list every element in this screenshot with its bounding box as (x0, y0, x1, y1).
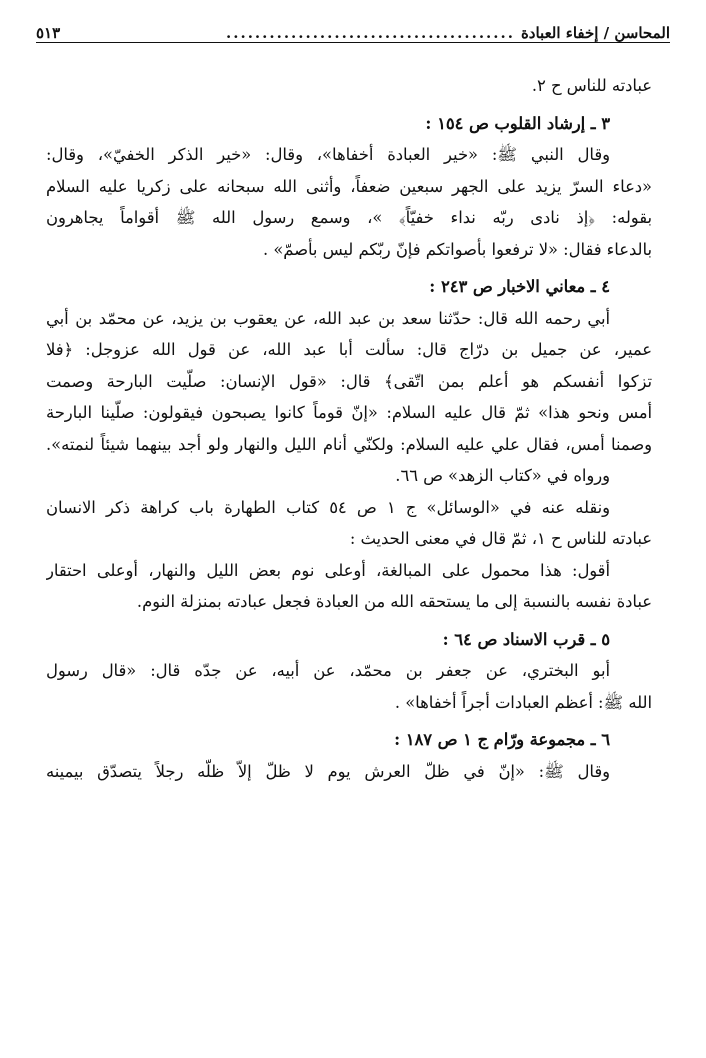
running-title: المحاسن / إخفاء العبادة (520, 24, 670, 42)
text-line: وقال ﷺ: «إنّ في ظلّ العرش يوم لا ظلّ إلاّ ظلّه رجلاً يتصدّق بيمينه (46, 761, 610, 781)
leader-dots: ........................................ (226, 24, 515, 42)
text-line: «دعاء السرّ يزيد على الجهر سبعين ضعفاً، وأثنى الله سبحانه على زكريا عليه السلام (46, 176, 652, 196)
page-number: ٥١٣ (36, 24, 61, 42)
text-line: بالدعاء فقال: «لا ترفعوا بأصواتكم فإنّ ربّكم ليس بأصمّ» . (263, 239, 652, 259)
text-line: ورواه في «كتاب الزهد» ص ٦٦. (395, 466, 610, 485)
section-heading: ٦ ـ مجموعة ورّام ج ١ ص ١٨٧ : (394, 730, 610, 749)
text-line: عبادة نفسه بالنسبة إلى ما يستحقه الله من العبادة فجعل عبادته بمنزلة النوم. (136, 592, 652, 611)
text-line: الله ﷺ: أعظم العبادات أجراً أخفاها» . (394, 692, 652, 712)
text-line: أبو البختري، عن جعفر بن محمّد، عن أبيه، عن جدّه قال: «قال رسول (46, 661, 610, 680)
text-line: أمس ونحو هذا» ثمّ قال عليه السلام: «إنّ قوماً كانوا يصبحون فيقولون: صلّينا البارحة (46, 403, 652, 422)
page-body (46, 70, 652, 787)
text-line: تزكوا أنفسكم هو أعلم بمن اتّقى﴾ قال: «قول الإنسان: صلّيت البارحة وصمت (46, 371, 652, 391)
text-line: عبادته للناس ح ١، ثمّ قال في معنى الحديث : (349, 529, 652, 548)
section-heading: ٣ ـ إرشاد القلوب ص ١٥٤ : (425, 113, 610, 133)
section-heading: ٥ ـ قرب الاسناد ص ٦٤ : (442, 629, 610, 649)
text-line: أقول: هذا محمول على المبالغة، أوعلى نوم بعض الليل والنهار، أوعلى احتقار (46, 560, 610, 580)
text-line: عمير، عن جميل بن درّاج قال: سألت أبا عبد الله، عن قول الله عزوجل: ﴿فلا (46, 340, 652, 359)
section-heading: ٤ ـ معاني الاخبار ص ٢٤٣ : (429, 277, 610, 296)
text-line: بقوله: ﴿إذ نادى ربّه نداء خفيّاً﴾ »، وسمع رسول الله ﷺ أقواماً يجاهرون (46, 208, 652, 227)
text-line: عبادته للناس ح ٢. (531, 76, 652, 95)
text-line: أبي رحمه الله قال: حدّثنا سعد بن عبد الله، عن يعقوب بن يزيد، عن محمّد بن أبي (46, 308, 610, 328)
text-line: وصمنا أمس، فقال علي عليه السلام: ولكنّي أنام الليل والنهار ولو أجد بينهما شيئاً لنمته». (46, 434, 652, 454)
text-line: ونقله عنه في «الوسائل» ج ١ ص ٥٤ كتاب الطهارة باب كراهة ذكر الانسان (46, 497, 610, 517)
running-header (36, 8, 670, 43)
text-line: وقال النبي ﷺ: «خير العبادة أخفاها»، وقال: «خير الذكر الخفيّ»، وقال: (46, 145, 610, 164)
